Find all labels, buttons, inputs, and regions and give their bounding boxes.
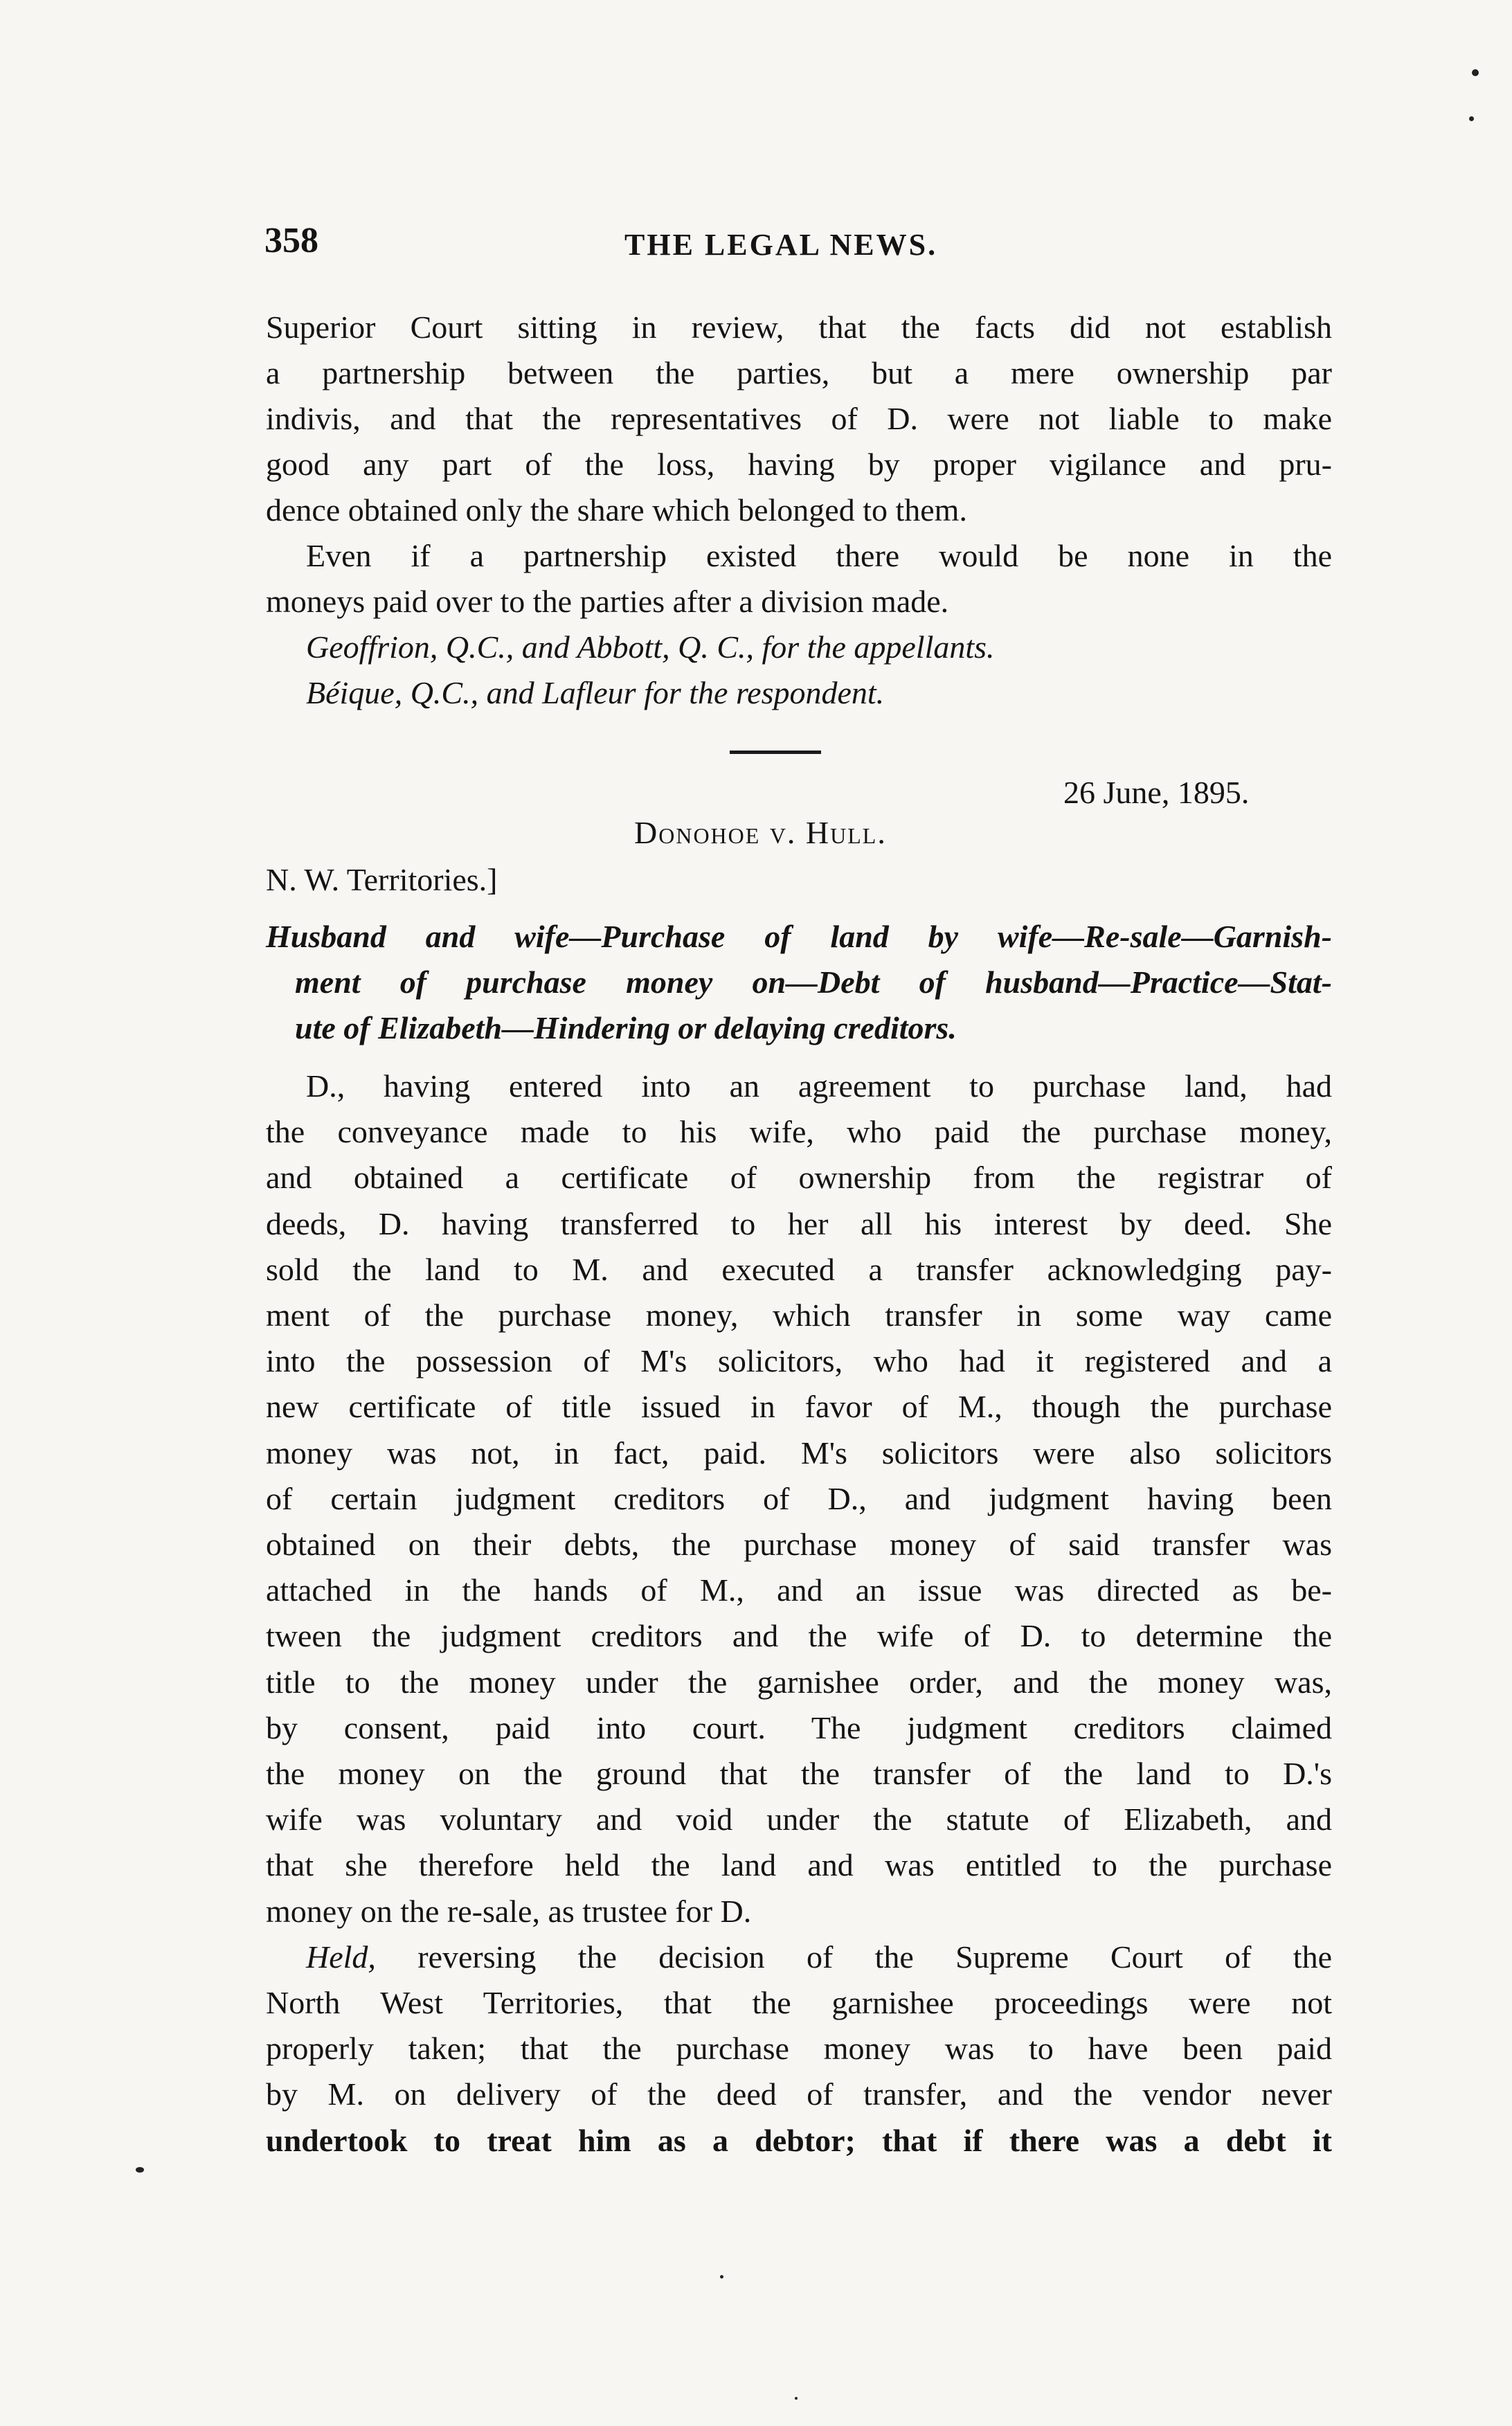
counsel-respondent: Béique, Q.C., and Lafleur for the respondent. — [306, 675, 885, 710]
page-number: 358 — [264, 221, 318, 260]
text-line: new certificate of title issued in favor of M., though the purchase — [266, 1389, 1332, 1425]
headnote — [266, 914, 1332, 1051]
headnote-line: ute of Elizabeth—Hindering or delaying creditors. — [295, 1010, 957, 1045]
text-line: good any part of the loss, having by proper vigilance and pru- — [266, 447, 1332, 482]
scan-speck — [1469, 116, 1474, 121]
decision-date: 26 June, 1895. — [1063, 775, 1250, 810]
section-divider — [730, 751, 821, 754]
text-line: dence obtained only the share which belonged to them. — [266, 492, 967, 528]
held-word: Held, — [306, 1939, 376, 1975]
text-line: the money on the ground that the transfer of the land to D.'s — [266, 1756, 1332, 1792]
opening-text — [266, 305, 1332, 716]
text-line: title to the money under the garnishee order, and the money was, — [266, 1664, 1332, 1700]
text-line: undertook to treat him as a debtor; that if there was a debt it — [266, 2122, 1332, 2158]
text-line: ment of the purchase money, which transfer in some way came — [266, 1297, 1332, 1333]
text-line: deeds, D. having transferred to her all his interest by deed. She — [266, 1205, 1332, 1241]
text-line: attached in the hands of M., and an issue was directed as be- — [266, 1572, 1332, 1608]
text-line: obtained on their debts, the purchase money of said transfer was — [266, 1527, 1332, 1563]
scan-speck — [1472, 69, 1479, 76]
counsel-appellants: Geoffrion, Q.C., and Abbott, Q. C., for the appellants. — [306, 629, 995, 665]
text-line: money was not, in fact, paid. M's solicitors were also solicitors — [266, 1435, 1332, 1471]
text-line: and obtained a certificate of ownership from the registrar of — [266, 1160, 1332, 1196]
text-line: sold the land to M. and executed a transfer acknowledging pay- — [266, 1251, 1332, 1287]
headnote-line: Husband and wife—Purchase of land by wife—Re-sale—Garnish- — [266, 919, 1332, 954]
text-line: indivis, and that the representatives of D. were not liable to make — [266, 401, 1332, 436]
text-line: tween the judgment creditors and the wife of D. to determine the — [266, 1618, 1332, 1654]
text-line: D., having entered into an agreement to purchase land, had — [306, 1068, 1332, 1104]
page-header — [264, 220, 1338, 269]
case-body — [266, 1063, 1332, 2164]
text-line: of certain judgment creditors of D., and judgment having been — [266, 1480, 1332, 1516]
headnote-line: ment of purchase money on—Debt of husband—Practice—Stat- — [295, 964, 1332, 1000]
case-title: Donohoe v. Hull. — [634, 815, 887, 850]
court-name: N. W. Territories.] — [266, 862, 498, 897]
text-line: a partnership between the parties, but a mere ownership par — [266, 355, 1332, 390]
scan-speck — [720, 2275, 723, 2279]
text-line: by consent, paid into court. The judgment creditors claimed — [266, 1709, 1332, 1745]
text-line: into the possession of M's solicitors, who had it registered and a — [266, 1343, 1332, 1379]
text-line: Superior Court sitting in review, that the facts did not establish — [266, 309, 1332, 345]
scan-speck — [795, 2397, 798, 2400]
text-line: that she therefore held the land and was entitled to the purchase — [266, 1847, 1332, 1883]
scan-speck — [136, 2167, 144, 2173]
running-title: THE LEGAL NEWS. — [624, 228, 938, 262]
text-line: North West Territories, that the garnishee proceedings were not — [266, 1985, 1332, 2021]
text-line: the conveyance made to his wife, who paid the purchase money, — [266, 1114, 1332, 1150]
text-line: moneys paid over to the parties after a division made. — [266, 584, 949, 619]
text-line: money on the re-sale, as trustee for D. — [266, 1893, 752, 1929]
held-text: reversing the decision of the Supreme Court of the — [375, 1939, 1332, 1975]
text-line: wife was voluntary and void under the statute of Elizabeth, and — [266, 1801, 1332, 1838]
text-line: by M. on delivery of the deed of transfer, and the vendor never — [266, 2076, 1332, 2112]
held-line — [266, 1934, 1332, 1980]
text-line: properly taken; that the purchase money was to have been paid — [266, 2031, 1332, 2067]
text-line: Even if a partnership existed there would be none in the — [306, 538, 1332, 573]
